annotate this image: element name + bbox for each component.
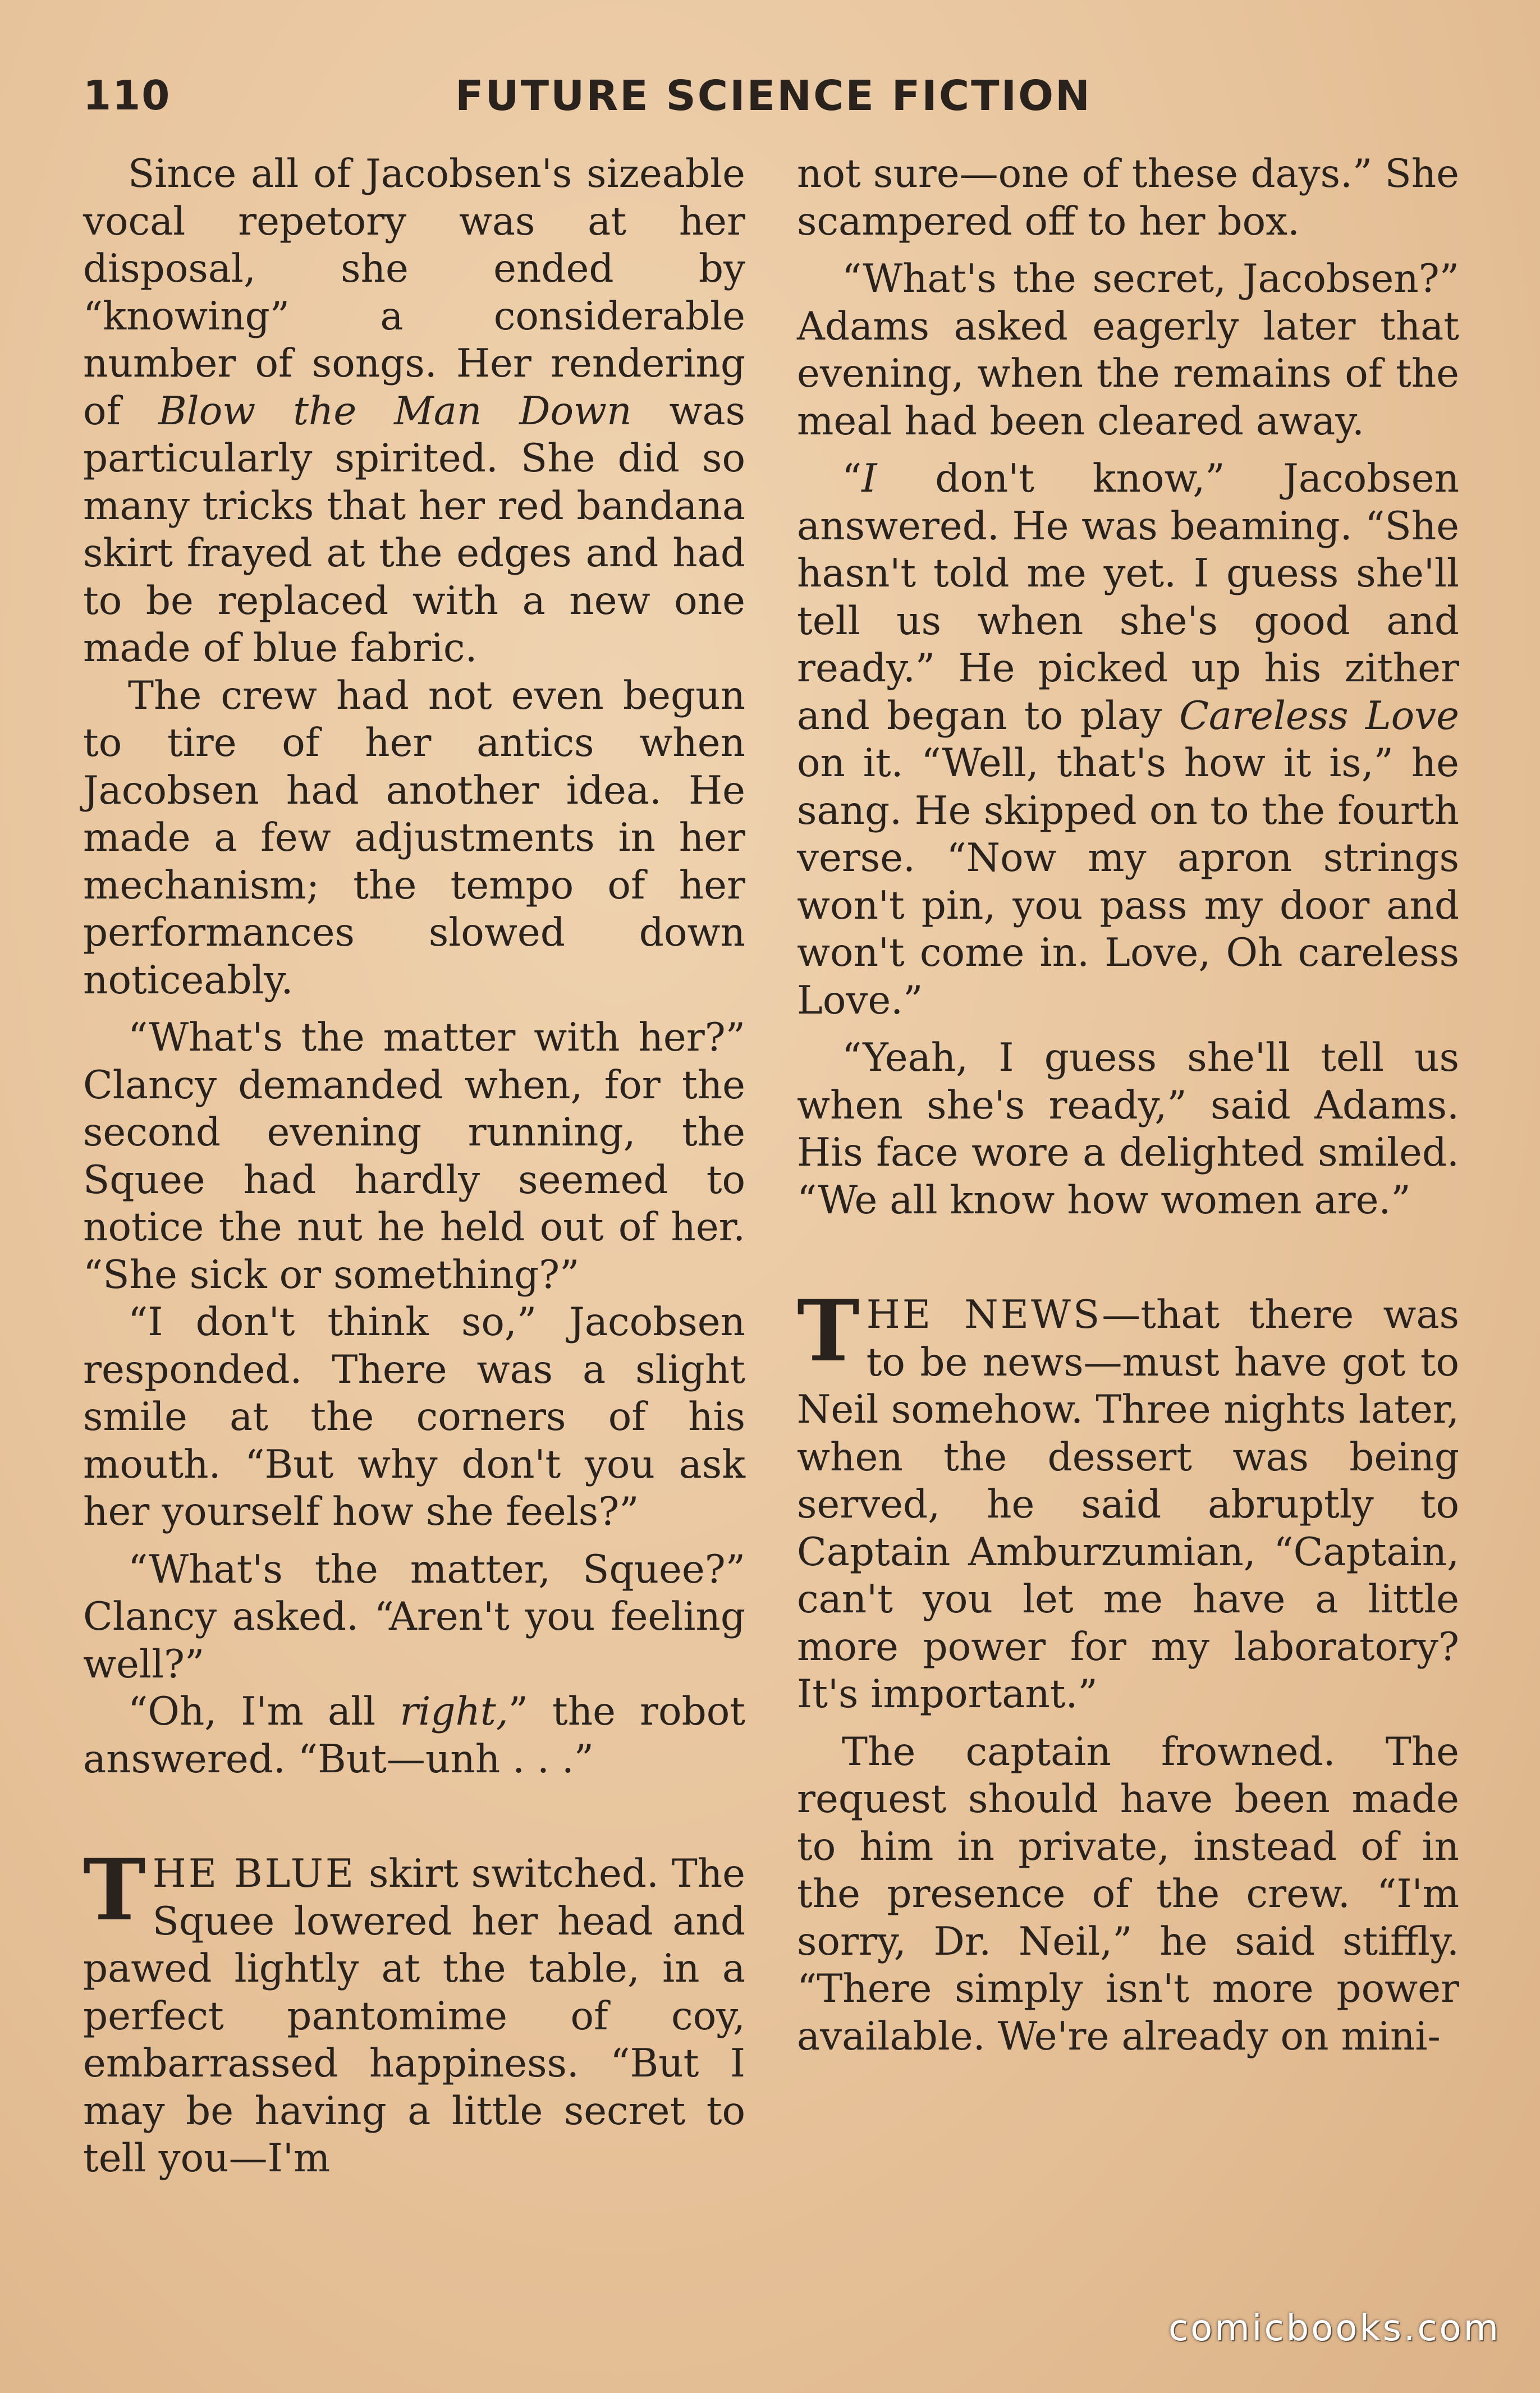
paragraph: “Yeah, I guess she'll tell us when she's ready,” said Adams. His face wore a delighted smiled. “We all know how women are.” — [797, 1035, 1459, 1223]
left-column — [83, 150, 745, 2183]
paragraph: “I don't think so,” Jacobsen responded. There was a slight smile at the corners of his mouth. “But why don't you ask her yourself how she feels?” — [83, 1300, 745, 1534]
paragraph: “What's the matter, Squee?” Clancy asked. “Aren't you feeling well?” — [83, 1547, 745, 1687]
paragraph: “I don't know,” Jacobsen answered. He was beaming. “She hasn't told me yet. I guess she'll tell us when she's good and ready.” He picked up his zither and began to play Careless Love on it. “Well, that's how it is,” he sang. He skipped on to the fourth verse. “Now my apron strings won't pin, you pass my door and won't come in. Love, Oh careless Love.” — [797, 456, 1460, 1023]
paragraph: “What's the secret, Jacobsen?” Adams asked eagerly later that evening, when the remains of the meal had been cleared away. — [797, 256, 1459, 444]
paragraph: not sure—one of these days.” She scampered off to her box. — [797, 152, 1459, 244]
paragraph: “Oh, I'm all right,” the robot answered. “But—unh . . .” — [83, 1689, 746, 1782]
paragraph: Since all of Jacobsen's sizeable vocal repetory was at her disposal, she ended by “knowing” a considerable number of songs. Her rendering of Blow the Man Down was particularly spirited. She did so many tricks that her red bandana skirt frayed at the edges and had to be replaced with a new one made of blue fabric. — [83, 152, 746, 671]
page-header — [83, 72, 1464, 134]
paragraph: The crew had not even begun to tire of her antics when Jacobsen had another idea. He made a few adjustments in her mechanism; the tempo of her performances slowed down noticeably. — [83, 673, 745, 1003]
section-paragraph: THE NEWS—that there was to be news—must have got to Neil somehow. Three nights later, when the dessert was being served, he said abruptly to Captain Amburzumian, “Captain, can't you let me have a little more power for my laboratory? It's important.” — [797, 1282, 1459, 1717]
section-paragraph: THE BLUE skirt switched. The Squee lowered her head and pawed lightly at the table, in a perfect pantomime of coy, embarrassed happiness. “But I may be having a little secret to tell you—I'm — [83, 1841, 746, 2181]
page-number: 110 — [83, 72, 171, 119]
paragraph: “What's the matter with her?” Clancy demanded when, for the second evening running, the Squee had hardly seemed to notice the nut he held out of her. “She sick or something?” — [83, 1015, 745, 1298]
drop-cap: T — [797, 1282, 860, 1381]
paragraph: The captain frowned. The request should have been made to him in private, instead of in the presence of the crew. “I'm sorry, Dr. Neil,” he said stiffly. “There simply isn't more power available. We're already on mini- — [797, 1729, 1459, 2059]
watermark: comicbooks.com — [1168, 2308, 1501, 2349]
drop-cap: T — [83, 1841, 146, 1940]
song-title: Careless Love — [1179, 693, 1459, 739]
running-title: FUTURE SCIENCE FICTION — [455, 72, 1092, 120]
song-title: Blow the Man Down — [158, 388, 632, 434]
right-column — [797, 150, 1459, 2060]
